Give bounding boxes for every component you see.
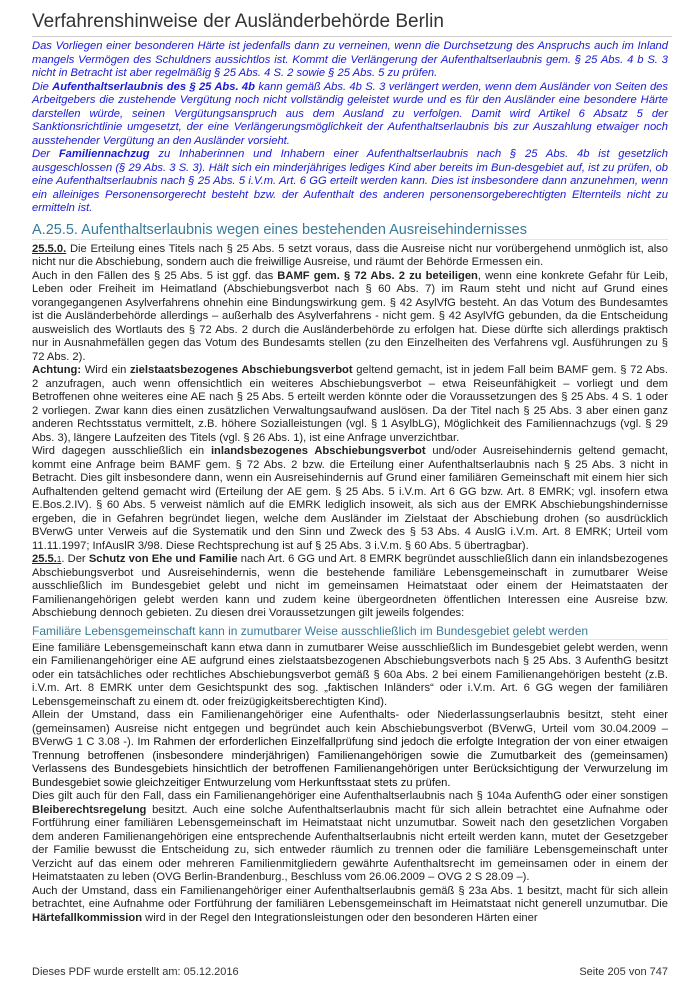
paragraph-sub-1: Eine familiäre Lebensgemeinschaft kann etwa dann in zumutbarer Weise ausschließlich im Bundesgebiet gelebt werden, wenn ein Familienangehöriger eine AE aufgrund eines zielstaatsbezogenen Abschiebungsverbots nach § 25 Abs. 3 AufenthG besitzt oder ein tatsächliches oder rechtliches Abschiebungsverbot gemäß § 60a Abs. 2 bei einem Familienangehörigen besteht (z.B. i.V.m. Art. 8 EMRK unter dem Gesichtspunkt des sog. „faktischen Inländers“ oder i.V.m. Art. 6 GG wegen der familiären Lebensgemeinschaft zu einem dt. oder freizügigkeitsberechtigten Kind). (32, 641, 668, 708)
paragraph-sub-4: Auch der Umstand, dass ein Familienangehöriger einer Aufenthaltserlaubnis gemäß § 23a Abs. 1 besitzt, macht für sich allein betrachtet, eine Aufnahme oder Fortführung der familiären Lebensgemeinschaft im Heimatstaat nicht generell unzumutbar. Die Härtefallkommission wird in der Regel den Integrationsleistungen oder den besonderen Härten einer (32, 884, 668, 924)
paragraph-achtung: Achtung: Wird ein zielstaatsbezogenes Abschiebungsverbot geltend gemacht, ist in jedem Fall beim BAMF gem. § 72 Abs. 2 anzufragen, auch wenn offensichtlich ein weiteres Abschiebungsverbot – etwa Reiseunfähigkeit – vorliegt und dem Betroffenen ohne weiteres eine AE nach § 25 Abs. 5 erteilt werden könnte oder die Voraussetzungen des § 25 Abs. 4 S. 1 oder 2 vorliegen. Zwar kann dies einen zusätzlichen Verwaltungsaufwand auslösen. Da der Titel nach § 25 Abs. 3 aber einen ganz anderen Rechtsstatus vermittelt, z.B. höhere Sozialleistungen (vgl. § 1 AsylbLG), Möglichkeit des Familiennachzugs (vgl. § 29 Abs. 3), längere Laufzeiten des Titels (vgl. § 26 Abs. 1), ist eine Anfrage unverzichtbar. (32, 364, 669, 444)
document-body (32, 40, 668, 925)
paragraph-ref: 25.5.0. (32, 242, 67, 255)
page-title: Verfahrenshinweise der Ausländerbehörde Berlin (32, 10, 672, 37)
blue-paragraph-3: Der Familiennachzug zu Inhaberinnen und Inhabern einer Aufenthaltserlaubnis nach § 25 Abs. 4b ist gesetzlich ausgeschlossen (§ 29 Abs. 3 S. 3). Hält sich ein minderjähriges lediges Kind aber bereits im Bun-desgebiet auf, ist zu prüfen, ob eine Aufenthaltserlaubnis nach § 25 Abs. 5 i.V.m. Art. 6 GG erteilt werden kann. Dies ist insbesondere dann anzunehmen, wenn ein alleiniges Personensorgerecht besteht bzw. der Aufenthalt des anderen personensorgeberechtigten Elternteils nicht zu ermitteln ist. (32, 148, 669, 214)
footer-page-number: Seite 205 von 747 (579, 966, 668, 978)
paragraph-sub-2: Allein der Umstand, dass ein Familienangehöriger eine Aufenthalts- oder Niederlassungserlaubnis besitzt, steht einer (gemeinsamen) Ausreise nicht entgegen und begründet auch kein Abschiebungsverbot (BVerwG, Urteil vom 30.04.2009 – BVerwG 1 C 3.08 -). Im Rahmen der erforderlichen Einzelfallprüfung sind jedoch die erfolgte Integration der von einer etwaigen Trennung betroffenen (insbesondere minderjährigen) Familienangehörigen sowie die Zumutbarkeit des (gemeinsamen) Verlassens des Bundesgebiets hinsichtlich der betroffenen Familienangehörigen unter Berücksichtigung der Verwurzelung im Bundesgebiet sowie gleichzeitiger Entwurzelung vom Herkunftsstaat stets zu prüfen. (32, 709, 668, 789)
blue-paragraph-2: Die Aufenthaltserlaubnis des § 25 Abs. 4b kann gemäß Abs. 4b S. 3 verlängert werden, wenn dem Ausländer von Seiten des Arbeitgebers die zustehende Vergütung noch nicht vollständig geleistet wurde und es für den Ausländer eine besondere Härte darstellen würde, seinen Vergütungsanspruch aus dem Ausland zu verfolgen. Damit wird Artikel 6 Absatz 5 der Sanktionsrichtlinie umgesetzt, der eine Verlängerungsmöglichkeit der Aufenthaltserlaubnis bis zur Auszahlung etwaiger noch ausstehender Vergütung an den Ausländer vorsieht. (32, 80, 668, 147)
footer-created-date: Dieses PDF wurde erstellt am: 05.12.2016 (32, 966, 239, 978)
section-heading: A.25.5. Aufenthaltserlaubnis wegen eines bestehenden Ausreisehindernisses (32, 221, 668, 240)
paragraph-sub-3: Dies gilt auch für den Fall, dass ein Familienangehöriger eine Aufenthaltserlaubnis nach § 104a AufenthG oder einer sonstigen Bleiberechtsregelung besitzt. Auch eine solche Aufenthaltserlaubnis macht für sich allein betrachtet eine Aufnahme oder Fortführung einer familiären Lebensgemeinschaft im Heimatstaat nicht unzumutbar. Soweit nach den gesetzlichen Vorgaben dem anderen Familienangehörigen eine entsprechende Aufenthaltserlaubnis nicht erteilt werden kann, mutet der Gesetzgeber der Familie bewusst die Entscheidung zu, sich entweder räumlich zu trennen oder die familiäre Lebensgemeinschaft unter Verzicht auf das einem oder mehreren Familienmitgliedern gewährte Aufenthaltsrecht im gemeinsamen oder in einem der Heimatstaaten zu leben (OVG Berlin-Brandenburg., Beschluss vom 26.06.2009 – OVG 2 S 28.09 –). (32, 790, 668, 883)
paragraph-25-5-0: 25.5.0. Die Erteilung eines Titels nach § 25 Abs. 5 setzt voraus, dass die Ausreise nicht nur vorübergehend unmöglich ist, also nicht nur die Abschiebung, sondern auch die freiwillige Ausreise, und räumt der Behörde Ermessen ein. (32, 242, 668, 268)
paragraph-inland: Wird dagegen ausschließlich ein inlandsbezogenes Abschiebungsverbot und/oder Ausreisehindernis geltend gemacht, kommt eine Anfrage beim BAMF gem. § 72 Abs. 2 bzw. die Erteilung einer Aufenthaltserlaubnis nach § 25 Abs. 3 nicht in Betracht. Dies gilt insbesondere dann, wenn ein Ausreisehindernis auf Grund einer familiären Gemeinschaft mit einem hier sich Aufhaltenden geltend gemacht wird (Erteilung der AE gem. § 25 Abs. 5 i.V.m. Art 6 GG bzw. Art. 8 EMRK; vgl. insofern etwa E.Bos.2.IV). § 60 Abs. 5 verweist nämlich auf die EMRK lediglich insoweit, als sich aus der EMRK Abschiebungshindernisse ergeben, die in Gefahren begründet liegen, welche dem Ausländer im Zielstaat der Abschiebung drohen (so ausdrücklich BVerwG unter Verweis auf die Systematik und den Sinn und Zweck des § 53 Abs. 4 AuslG i.V.m. Art. 8 EMRK; Urteil vom 11.11.1997; InfAuslR 3/98. Diese Rechtsprechung ist auf § 25 Abs. 3 i.V.m. § 60 Abs. 5 übertragbar). (32, 445, 668, 552)
paragraph-bamf: Auch in den Fällen des § 25 Abs. 5 ist ggf. das BAMF gem. § 72 Abs. 2 zu beteiligen, wenn eine konkrete Gefahr für Leib, Leben oder Freiheit im Heimatland (Abschiebungsverbot nach § 60 Abs. 7) im Raum steht und nicht auf Grund eines vorangegangenen Asylverfahrens ohnehin eine Bindungswirkung gem. § 42 AsylVfG besteht. An das Votum des Bundesamtes ist die Ausländerbehörde allerdings – außerhalb des Asylverfahrens - nicht gem. § 42 AsylVfG gebunden, da die Entscheidung ausweislich des Wortlauts des § 72 Abs. 2 durch die Ausländerbehörde zu erfolgen hat. Diese dürfte sich allerdings praktisch nur in Ausnahmefällen gegen das Votum des Bundesamts stellen (zu den Einzelheiten des Verfahrens vgl. Ausführungen zu § 72 Abs. 2). (32, 269, 668, 363)
paragraph-25-5-1: 25.5.1. Der Schutz von Ehe und Familie nach Art. 6 GG und Art. 8 EMRK begründet ausschließlich dann ein inlandsbezogenes Abschiebungsverbot und Ausreisehindernis, wenn die bestehende familiäre Lebensgemeinschaft in zumutbarer Weise ausschließlich im Bundesgebiet gelebt und nicht im gemeinsamen Heimatstaat oder einem der Heimatstaaten der Familienangehörigen gelebt werden kann und zudem keine übergeordneten öffentlichen Interessen eine Ausreise bzw. Abschiebung dennoch gebieten. Zu diesen drei Voraussetzungen gilt jeweils folgendes: (32, 553, 669, 619)
blue-paragraph-1: Das Vorliegen einer besonderen Härte ist jedenfalls dann zu verneinen, wenn die Durchsetzung des Anspruchs auch im Inland mangels Vermögen des Schuldners aussichtlos ist. Kommt die Verlängerung der Aufenthaltserlaubnis gem. § 25 Abs. 4 b S. 3 nicht in Betracht ist aber regelmäßig § 25 Abs. 4 S. 2 sowie § 25 Abs. 5 zu prüfen. (32, 40, 668, 79)
subsection-heading: Familiäre Lebensgemeinschaft kann in zumutbarer Weise ausschließlich im Bundesgebiet gelebt werden (32, 624, 668, 640)
